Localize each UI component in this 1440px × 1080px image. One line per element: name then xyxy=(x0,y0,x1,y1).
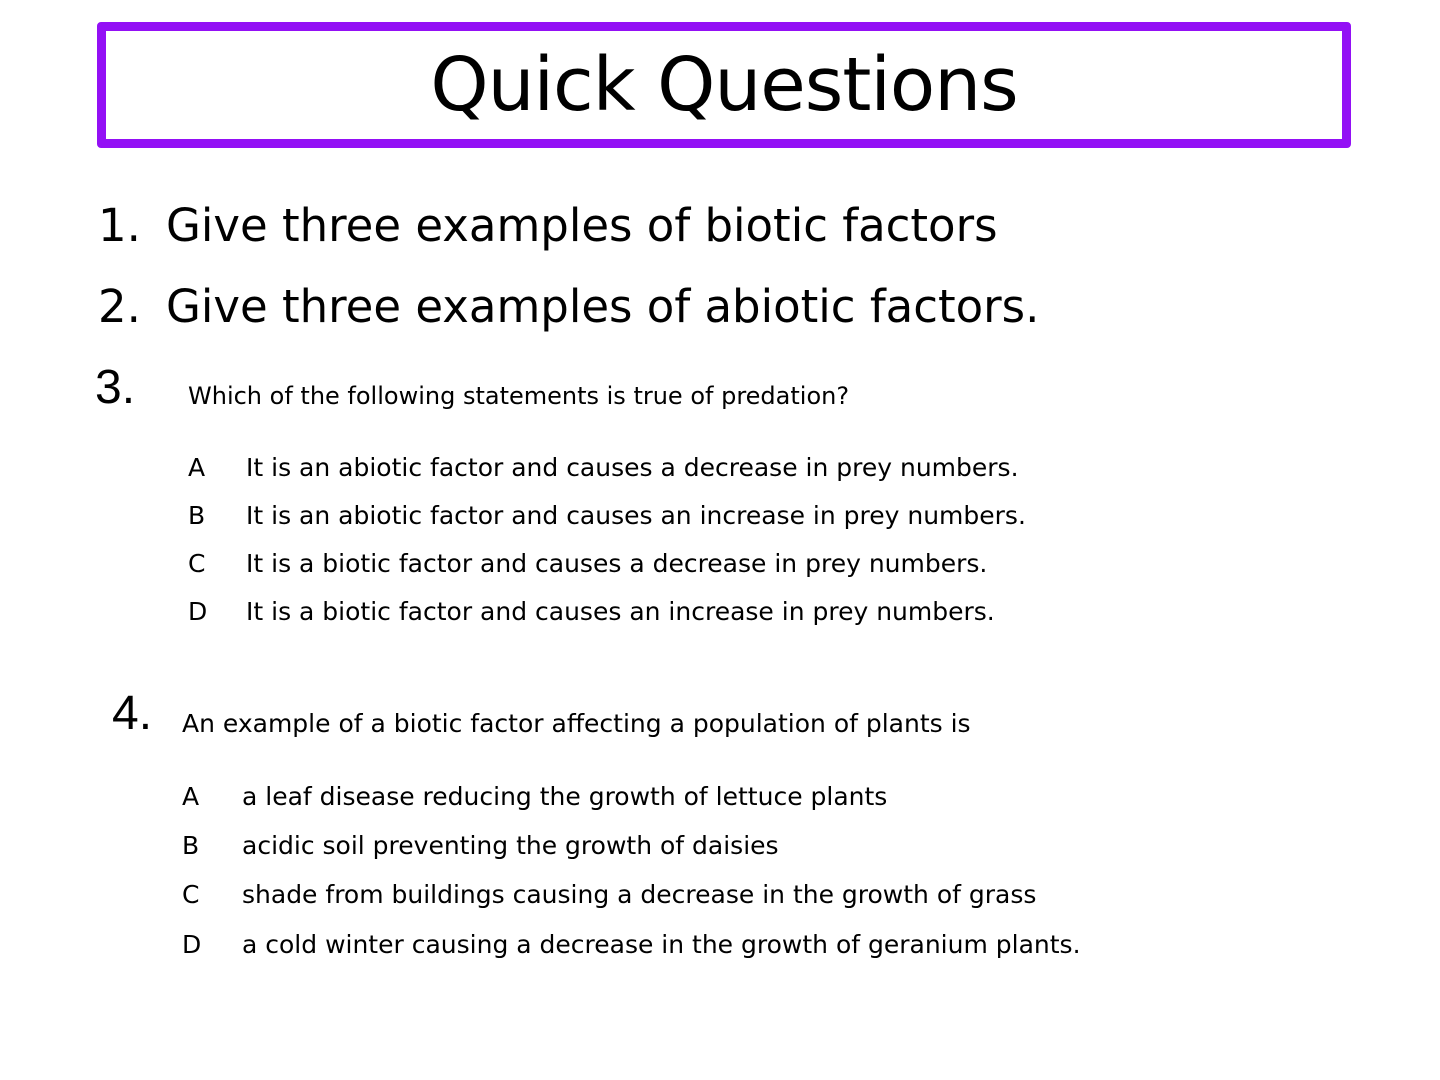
option-text: shade from buildings causing a decrease in the growth of grass xyxy=(242,880,1037,909)
question-4-number: 4. xyxy=(112,687,153,740)
option-text: It is an abiotic factor and causes a decrease in prey numbers. xyxy=(246,453,1019,482)
option-text: a cold winter causing a decrease in the growth of geranium plants. xyxy=(242,930,1081,959)
option-text: It is a biotic factor and causes a decrease in prey numbers. xyxy=(246,549,988,578)
option-text: a leaf disease reducing the growth of lettuce plants xyxy=(242,782,888,811)
question-1-text: Give three examples of biotic factors xyxy=(166,199,998,252)
question-1 xyxy=(98,199,998,252)
title-box xyxy=(97,22,1351,148)
option-text: It is a biotic factor and causes an increase in prey numbers. xyxy=(246,597,995,626)
option-letter: B xyxy=(188,501,206,530)
option-letter: A xyxy=(188,453,206,482)
option-letter: B xyxy=(182,831,200,860)
option-text: It is an abiotic factor and causes an increase in prey numbers. xyxy=(246,501,1026,530)
question-4-stem: An example of a biotic factor affecting a population of plants is xyxy=(182,709,971,738)
page-title: Quick Questions xyxy=(430,42,1018,128)
option-letter: C xyxy=(188,549,206,578)
option-text: acidic soil preventing the growth of daisies xyxy=(242,831,779,860)
question-1-number: 1. xyxy=(98,199,141,252)
option-letter: D xyxy=(182,930,202,959)
question-3-stem: Which of the following statements is true of predation? xyxy=(188,382,850,410)
option-letter: D xyxy=(188,597,208,626)
question-2-text: Give three examples of abiotic factors. xyxy=(166,280,1040,333)
option-letter: A xyxy=(182,782,200,811)
question-2 xyxy=(98,280,1040,333)
question-2-number: 2. xyxy=(98,280,141,333)
question-3-number: 3. xyxy=(95,361,136,414)
option-letter: C xyxy=(182,880,200,909)
